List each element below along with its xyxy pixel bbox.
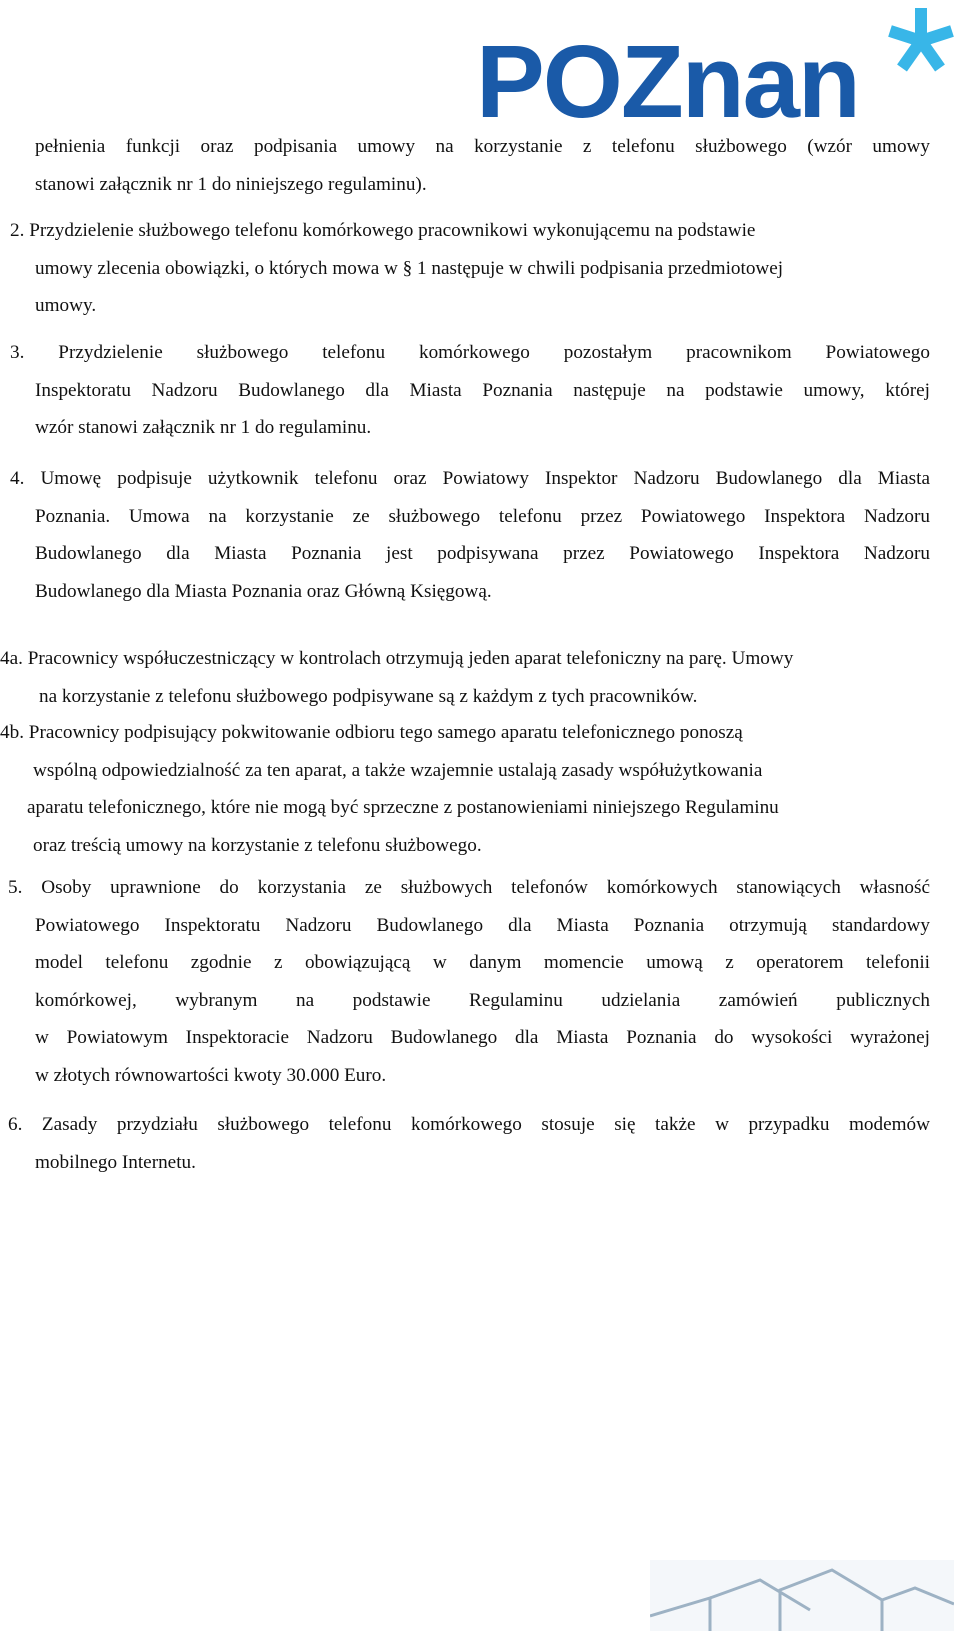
poznan-logo-wordmark: POZnan: [476, 24, 859, 139]
text-line: model telefonu zgodnie z obowiązującą w danym momencie umową z operatorem telefonii: [35, 952, 930, 973]
asterisk-star-icon: [886, 6, 956, 76]
text-line: umowy zlecenia obowiązki, o których mowa w § 1 następuje w chwili podpisania przedmiotowej: [35, 257, 784, 279]
text-line: 2. Przydzielenie służbowego telefonu komórkowego pracownikowi wykonującemu na podstawie: [10, 220, 756, 241]
text-line: 4. Umowę podpisuje użytkownik telefonu oraz Powiatowy Inspektor Nadzoru Budowlanego dla Miasta: [10, 468, 930, 489]
text-line: Powiatowego Inspektoratu Nadzoru Budowlanego dla Miasta Poznania otrzymują standardowy: [35, 914, 930, 936]
text-line: w Powiatowym Inspektoracie Nadzoru Budowlanego dla Miasta Poznania do wysokości wyrażonej: [35, 1027, 930, 1048]
poznan-logo: [476, 6, 960, 139]
text-line: pełnienia funkcji oraz podpisania umowy na korzystanie z telefonu służbowego (wzór umowy: [35, 136, 930, 157]
text-line: umowy.: [35, 295, 97, 316]
text-line: 4b. Pracownicy podpisujący pokwitowanie odbioru tego samego aparatu telefonicznego ponoszą: [0, 722, 743, 743]
text-line: Budowlanego dla Miasta Poznania jest podpisywana przez Powiatowego Inspektora Nadzoru: [35, 543, 930, 564]
text-line: oraz treścią umowy na korzystanie z telefonu służbowego.: [33, 834, 482, 856]
text-line: Budowlanego dla Miasta Poznania oraz Główną Księgową.: [35, 580, 492, 602]
text-line: komórkowej, wybranym na podstawie Regulaminu udzielania zamówień publicznych: [35, 989, 930, 1011]
text-line: Inspektoratu Nadzoru Budowlanego dla Miasta Poznania następuje na podstawie umowy, której: [35, 379, 930, 401]
paragraph-6: [8, 1106, 930, 1181]
paragraph-4b: [0, 714, 920, 864]
paragraph-4: [10, 460, 930, 610]
text-line: Poznania. Umowa na korzystanie ze służbowego telefonu przez Powiatowego Inspektora Nadzoru: [35, 505, 930, 527]
text-line: aparatu telefonicznego, które nie mogą być sprzeczne z postanowieniami niniejszego Regulaminu: [27, 797, 779, 818]
paragraph-2: [10, 212, 895, 325]
text-line: 4a. Pracownicy współuczestniczący w kontrolach otrzymują jeden aparat telefoniczny na parę. Umowy: [0, 648, 794, 669]
text-line: wzór stanowi załącznik nr 1 do regulaminu.: [35, 417, 372, 438]
text-line: 5. Osoby uprawnione do korzystania ze służbowych telefonów komórkowych stanowiących własność: [8, 877, 930, 898]
paragraph-3: [10, 334, 930, 447]
text-line: 6. Zasady przydziału służbowego telefonu komórkowego stosuje się także w przypadku modemów: [8, 1114, 930, 1135]
paragraph-4a: [0, 640, 920, 715]
text-line: wspólną odpowiedzialność za ten aparat, a także wzajemnie ustalają zasady współużytkowania: [33, 759, 763, 781]
house-outline-icon: [650, 1560, 954, 1631]
text-line: 3. Przydzielenie służbowego telefonu komórkowego pozostałym pracownikom Powiatowego: [10, 342, 930, 363]
paragraph-5: [8, 869, 930, 1094]
text-line: mobilnego Internetu.: [35, 1151, 196, 1173]
text-line: stanowi załącznik nr 1 do niniejszego regulaminu).: [35, 173, 427, 195]
text-line: w złotych równowartości kwoty 30.000 Euro.: [35, 1064, 387, 1086]
paragraph-continuation: [35, 128, 930, 203]
text-line: na korzystanie z telefonu służbowego podpisywane są z każdym z tych pracowników.: [39, 685, 698, 707]
